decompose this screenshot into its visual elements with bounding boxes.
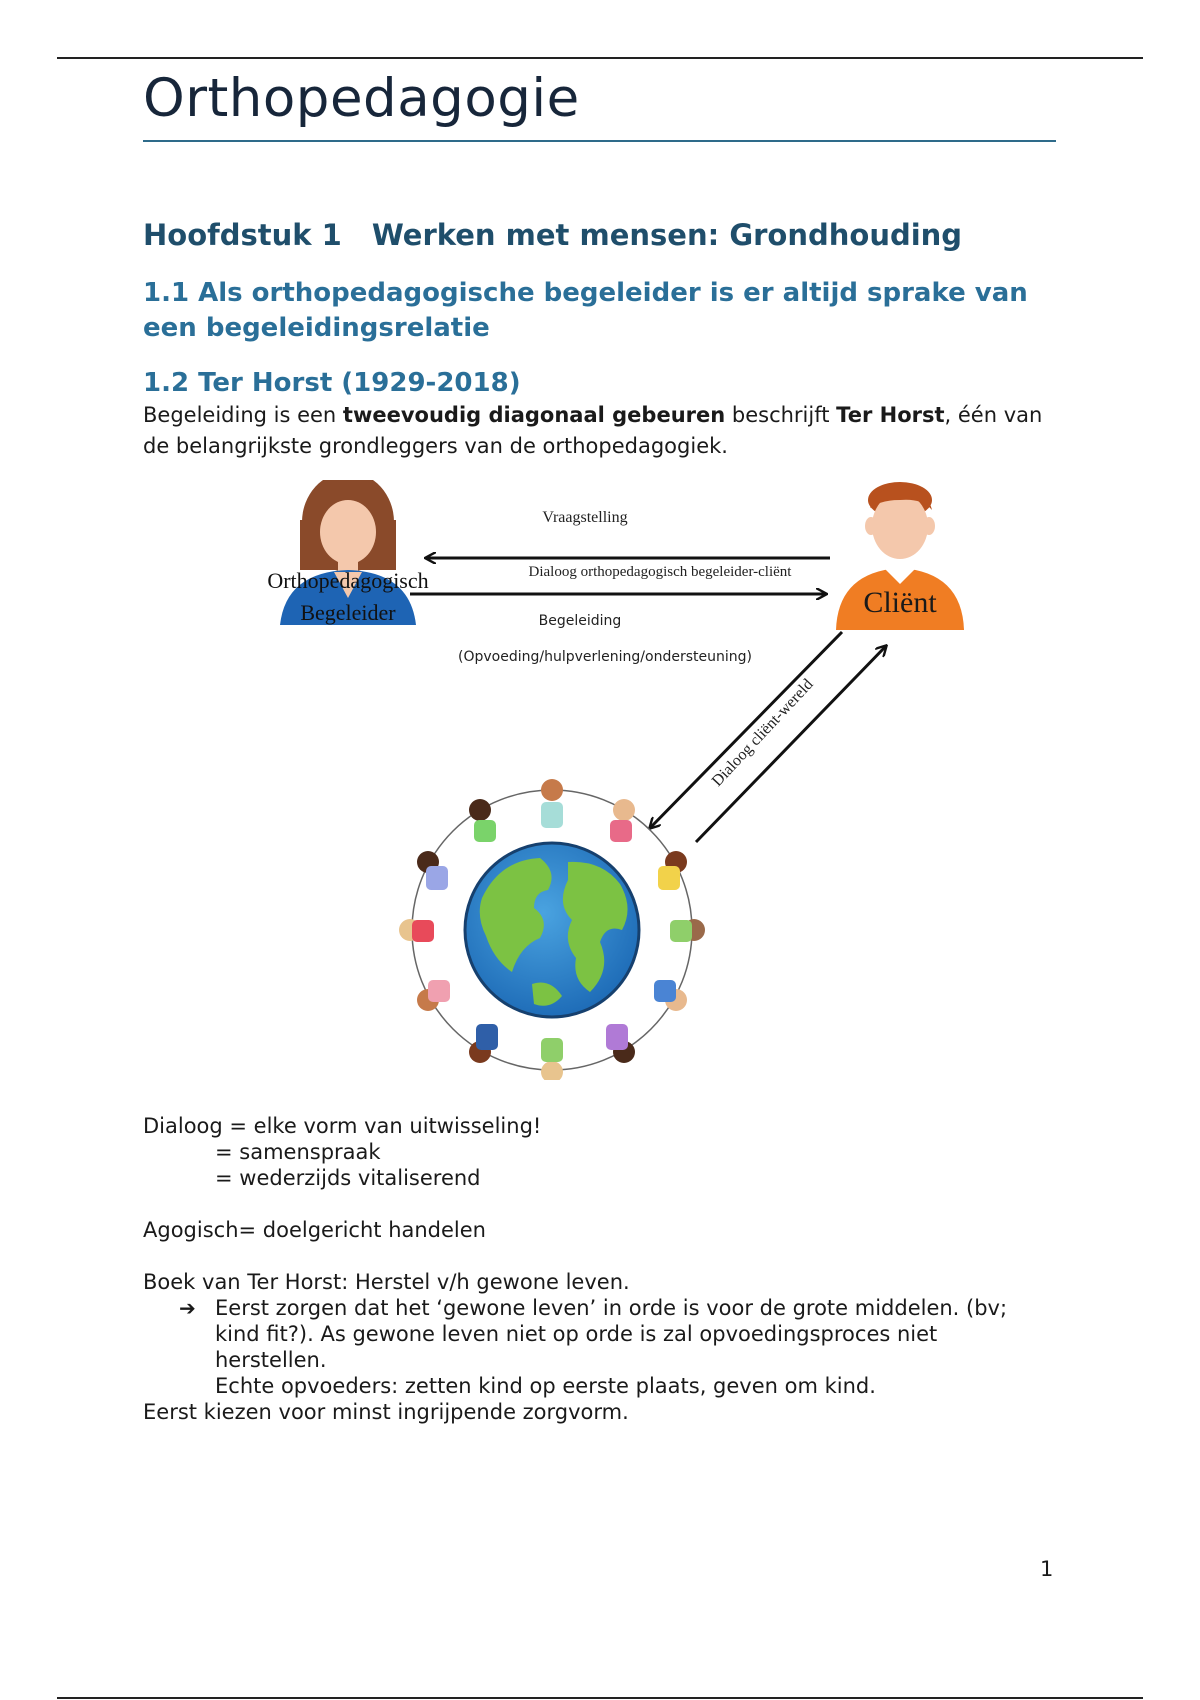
vraagstelling-label: Vraagstelling — [542, 509, 628, 526]
boek-line-2: Eerst zorgen dat het ‘gewone leven’ in orde is voor de grote middelen. (bv; — [215, 1296, 1008, 1320]
chapter-title: Werken met mensen: Grondhouding — [371, 218, 963, 252]
world-to-client-arrow — [696, 646, 886, 842]
bottom-rule — [57, 1697, 1143, 1699]
client-label: Cliënt — [863, 586, 937, 619]
section-1-1-heading: 1.1 Als orthopedagogische begeleider is er altijd sprake van een begeleidingsrelatie — [143, 278, 1028, 343]
page-number: 1 — [1040, 1557, 1054, 1581]
begeleiding-label: Begeleiding — [538, 613, 622, 629]
boek-arrow-item — [143, 1295, 1063, 1321]
chapter-heading — [143, 218, 962, 252]
chapter-number: Hoofdstuk 1 — [143, 218, 342, 252]
intro-text-3: , één van de belangrijkste grondleggers van de orthopedagogiek. — [143, 403, 1043, 458]
agogisch-block — [143, 1217, 1063, 1243]
begeleider-label-1: Orthopedagogisch — [267, 568, 429, 593]
top-rule — [57, 57, 1143, 59]
boek-line-5: Echte opvoeders: zetten kind op eerste plaats, geven om kind. — [215, 1374, 876, 1398]
intro-bold-1: tweevoudig diagonaal gebeuren — [342, 403, 726, 427]
boek-line-6: Eerst kiezen voor minst ingrijpende zorgvorm. — [143, 1400, 629, 1424]
world-globe-icon — [465, 843, 639, 1017]
intro-paragraph — [143, 400, 1063, 462]
dialoog-line-3: = wederzijds vitaliserend — [215, 1166, 481, 1190]
dialoog-block — [143, 1113, 1063, 1191]
section-1-2-heading: 1.2 Ter Horst (1929-2018) — [143, 368, 521, 398]
begeleider-label-2: Begeleider — [300, 600, 396, 625]
intro-bold-2: Ter Horst — [836, 403, 945, 427]
boek-block — [143, 1269, 1063, 1425]
intro-text-2: beschrijft — [725, 403, 837, 427]
intro-text-1: Begeleiding is een — [143, 403, 343, 427]
begeleiding-sub-label: (Opvoeding/hulpverlening/ondersteuning) — [458, 649, 752, 665]
agogisch-line: Agogisch= doelgericht handelen — [143, 1218, 486, 1242]
right-arrow-icon: ➔ — [179, 1296, 196, 1320]
title-underline — [143, 140, 1056, 142]
dialoog-client-wereld-label: Dialoog cliënt-wereld — [708, 675, 817, 790]
dialoog-line-2: = samenspraak — [215, 1140, 381, 1164]
page-title: Orthopedagogie — [143, 68, 580, 129]
dialoog-begeleider-client-label: Dialoog orthopedagogisch begeleider-cliënt — [528, 564, 792, 580]
boek-line-3: kind fit?). As gewone leven niet op orde is zal opvoedingsproces niet — [215, 1322, 938, 1346]
boek-line-4: herstellen. — [215, 1348, 327, 1372]
dialogue-diagram — [250, 480, 990, 1080]
dialoog-line-1: Dialoog = elke vorm van uitwisseling! — [143, 1114, 542, 1138]
boek-line-1: Boek van Ter Horst: Herstel v/h gewone leven. — [143, 1270, 630, 1294]
